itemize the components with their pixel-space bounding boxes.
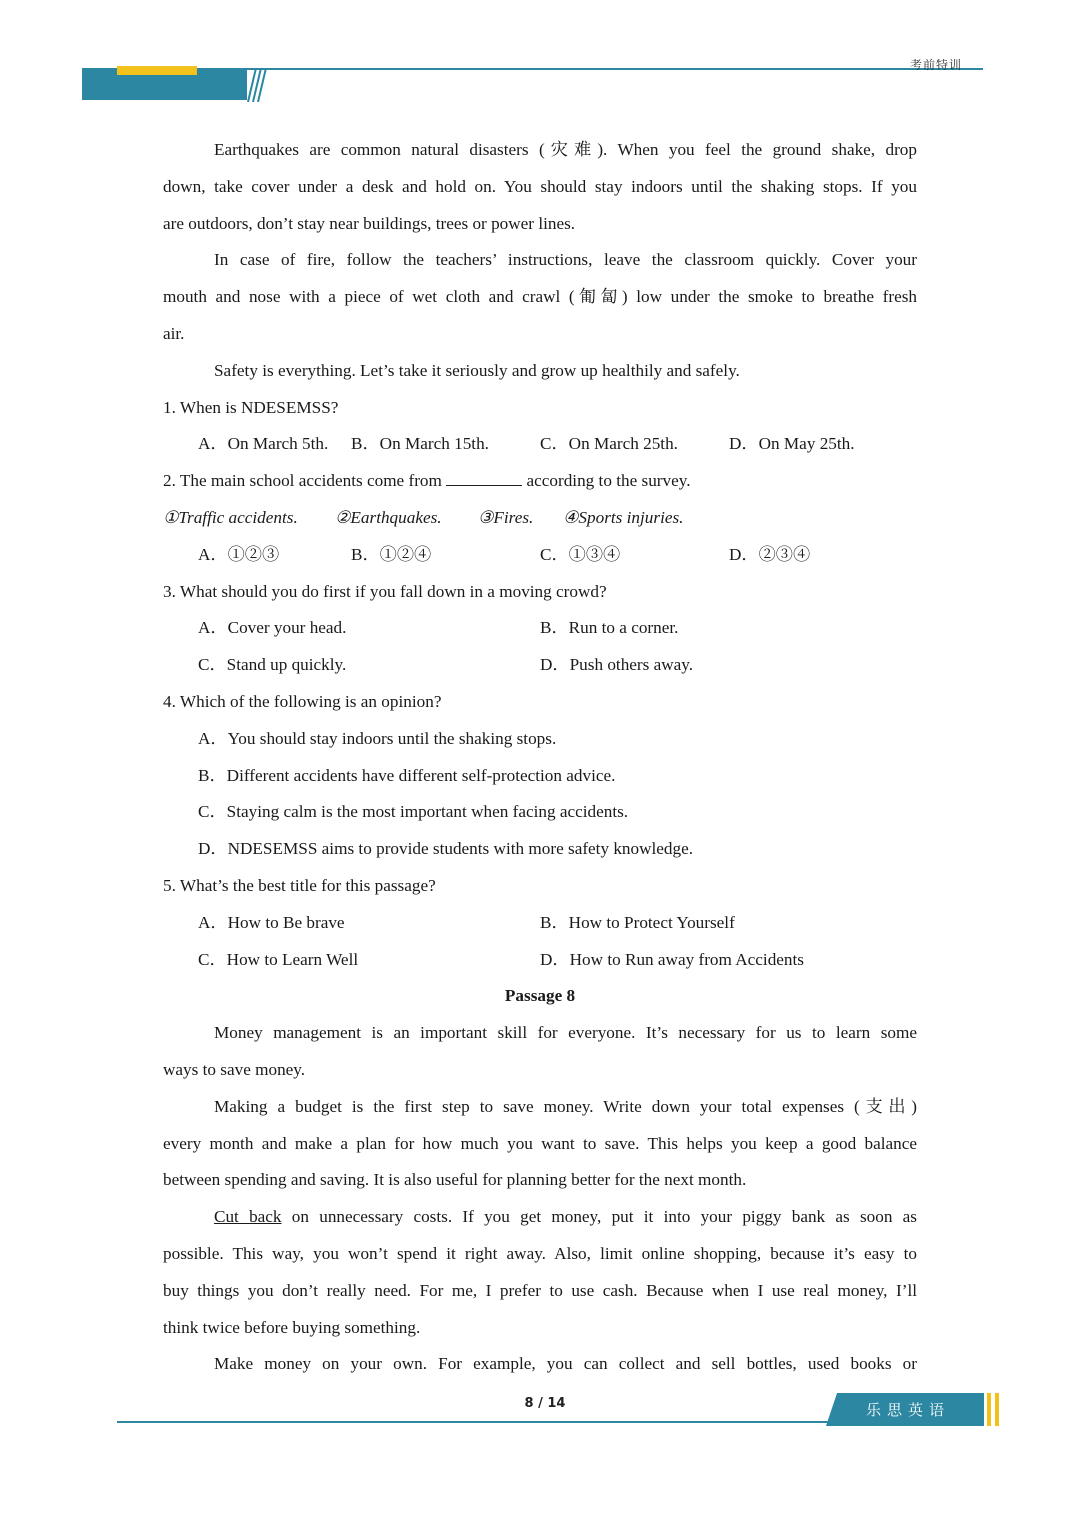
paragraph-line: think twice before buying something. [163, 1317, 421, 1337]
footer-accent-bar [995, 1393, 999, 1426]
paragraph-line: air. [163, 323, 185, 343]
question-stem: 3. What should you do first if you fall down in a moving crowd? [163, 581, 607, 601]
paragraph-line-rest: on unnecessary costs. If you get money, put it into your piggy bank as soon as [291, 1207, 917, 1227]
options-row [163, 942, 917, 979]
item-1: ①Traffic accidents. [163, 507, 298, 527]
page-content [163, 132, 917, 1383]
passage-title: Passage 8 [504, 986, 576, 1006]
header-label: 考前特训 [910, 58, 963, 72]
option-b: B．On March 15th. [351, 434, 489, 454]
item-4: ④Sports injuries. [563, 507, 684, 527]
paragraph-line: buy things you don’t really need. For me, I prefer to use cash. Because when I use real money, I’ll [163, 1280, 917, 1300]
option-d: D．On May 25th. [729, 434, 855, 454]
options-row [163, 647, 917, 684]
option-d: D．NDESEMSS aims to provide students with more safety knowledge. [198, 839, 694, 859]
header-accent [117, 66, 197, 75]
paragraph-line: Earthquakes are common natural disasters (灾难). When you feel the ground shake, drop [214, 140, 917, 159]
option-a: A．On March 5th. [198, 434, 329, 454]
item-3: ③Fires. [478, 507, 534, 527]
paragraph-line [163, 1199, 917, 1236]
question-stem: 1. When is NDESEMSS? [163, 397, 339, 417]
paragraph-line: Make money on your own. For example, you can collect and sell bottles, used books or [214, 1354, 917, 1374]
option-a: A．You should stay indoors until the shaking stops. [198, 728, 557, 748]
option-a: A．How to Be brave [198, 912, 345, 932]
paragraph-line: between spending and saving. It is also useful for planning better for the next month. [163, 1170, 747, 1190]
options-row [163, 426, 917, 463]
option-a: A．Cover your head. [198, 618, 347, 638]
options-row [163, 610, 917, 647]
option-c: C．Stand up quickly. [198, 655, 347, 675]
footer-rule [117, 1421, 829, 1423]
paragraph-line: possible. This way, you won’t spend it right away. Also, limit online shopping, because it’s easy to [163, 1243, 917, 1263]
options-row [163, 905, 917, 942]
footer-brand: 乐思英语 [865, 1401, 950, 1419]
question-stem: 5. What’s the best title for this passage? [163, 875, 436, 895]
option-b: B．Different accidents have different self-protection advice. [198, 765, 616, 785]
paragraph-line: Making a budget is the first step to save money. Write down your total expenses (支出) [214, 1096, 917, 1116]
item-2: ②Earthquakes. [335, 507, 442, 527]
question-stem: 4. Which of the following is an opinion? [163, 691, 442, 711]
paragraph-line: mouth and nose with a piece of wet cloth and crawl (匍匐) low under the smoke to breathe fresh [163, 287, 917, 307]
items-row [163, 500, 917, 537]
option-b: B．①②④ [351, 544, 432, 564]
paragraph-line: In case of fire, follow the teachers’ instructions, leave the classroom quickly. Cover your [214, 250, 917, 270]
option-c: C．①③④ [540, 544, 621, 564]
option-b: B．Run to a corner. [540, 618, 679, 638]
question-stem-after: according to the survey. [526, 471, 691, 491]
option-d: D．Push others away. [540, 655, 694, 675]
paragraph-line: every month and make a plan for how much you want to save. This helps you keep a good balance [163, 1133, 917, 1153]
option-c: C．How to Learn Well [198, 949, 359, 969]
footer-accent-bar [987, 1393, 991, 1426]
option-d: D．②③④ [729, 544, 811, 564]
paragraph-line: are outdoors, don’t stay near buildings, trees or power lines. [163, 213, 576, 233]
header-rule [247, 68, 983, 70]
paragraph-line: down, take cover under a desk and hold on. You should stay indoors until the shaking stops. If you [163, 176, 917, 196]
paragraph-line: Safety is everything. Let’s take it seriously and grow up healthily and safely. [214, 360, 740, 380]
question-stem-before: 2. The main school accidents come from [163, 471, 442, 491]
header-slashes [238, 68, 268, 102]
question-stem [163, 463, 917, 500]
underlined-phrase: Cut back [214, 1207, 282, 1227]
option-a: A．①②③ [198, 544, 280, 564]
paragraph-line: ways to save money. [163, 1059, 306, 1079]
paragraph-line: Money management is an important skill for everyone. It’s necessary for us to learn some [214, 1023, 917, 1043]
answer-blank [446, 471, 522, 486]
options-row [163, 537, 917, 574]
option-b: B．How to Protect Yourself [540, 912, 735, 932]
page-number: 8 / 14 [524, 1396, 566, 1411]
option-d: D．How to Run away from Accidents [540, 949, 804, 969]
option-c: C．On March 25th. [540, 434, 678, 454]
option-c: C．Staying calm is the most important when facing accidents. [198, 802, 629, 822]
